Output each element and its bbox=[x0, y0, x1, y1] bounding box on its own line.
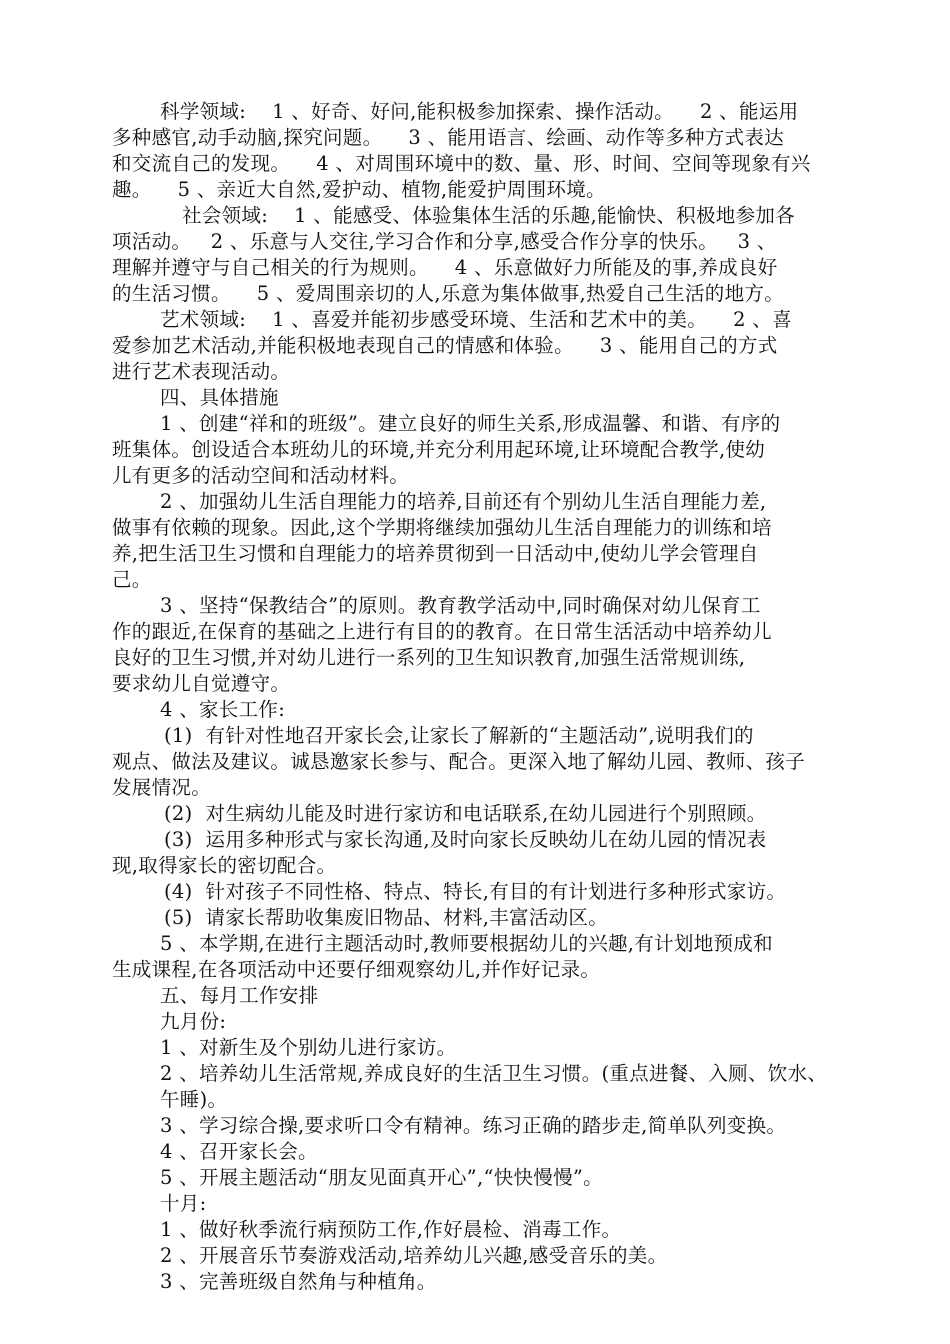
text-line: (3) 运用多种形式与家长沟通,及时向家长反映幼儿在幼儿园的情况表 bbox=[164, 828, 767, 851]
text-line: 5 、开展主题活动“朋友见面真开心”,“快快慢慢”。 bbox=[160, 1166, 603, 1189]
text-line: 要求幼儿自觉遵守。 bbox=[112, 672, 291, 695]
text-line: 4 、召开家长会。 bbox=[160, 1140, 318, 1163]
text-line: 十月: bbox=[160, 1192, 207, 1215]
text-line: 多种感官,动手动脑,探究问题。 3 、能用语言、绘画、动作等多种方式表达 bbox=[112, 126, 784, 149]
text-line: 午睡)。 bbox=[160, 1088, 228, 1111]
text-line: 1 、创建“祥和的班级”。建立良好的师生关系,形成温馨、和谐、有序的 bbox=[160, 412, 781, 435]
section-heading: 五、每月工作安排 bbox=[160, 984, 319, 1007]
text-line: 3 、完善班级自然角与种植角。 bbox=[160, 1270, 437, 1293]
text-line: 做事有依赖的现象。因此,这个学期将继续加强幼儿生活自理能力的训练和培 bbox=[112, 516, 772, 539]
text-line: 生成课程,在各项活动中还要仔细观察幼儿,并作好记录。 bbox=[112, 958, 601, 981]
text-line: 的生活习惯。 5 、爱周围亲切的人,乐意为集体做事,热爱自己生活的地方。 bbox=[112, 282, 784, 305]
text-line: 5 、本学期,在进行主题活动时,教师要根据幼儿的兴趣,有计划地预成和 bbox=[160, 932, 773, 955]
text-line: 项活动。 2 、乐意与人交往,学习合作和分享,感受合作分享的快乐。 3 、 bbox=[112, 230, 777, 253]
text-line: 2 、开展音乐节奏游戏活动,培养幼儿兴趣,感受音乐的美。 bbox=[160, 1244, 668, 1267]
text-line: 1 、对新生及个别幼儿进行家访。 bbox=[160, 1036, 457, 1059]
text-line: 班集体。创设适合本班幼儿的环境,并充分利用起环境,让环境配合教学,使幼 bbox=[112, 438, 766, 461]
text-line: 进行艺术表现活动。 bbox=[112, 360, 291, 383]
text-line: 和交流自己的发现。 4 、对周围环境中的数、量、形、时间、空间等现象有兴 bbox=[112, 152, 811, 175]
text-line: 1 、做好秋季流行病预防工作,作好晨检、消毒工作。 bbox=[160, 1218, 622, 1241]
text-line: 作的跟近,在保育的基础之上进行有目的的教育。在日常生活活动中培养幼儿 bbox=[112, 620, 772, 643]
text-line: 九月份: bbox=[160, 1010, 227, 1033]
text-line: 2 、加强幼儿生活自理能力的培养,目前还有个别幼儿生活自理能力差, bbox=[160, 490, 767, 513]
text-line: (1) 有针对性地召开家长会,让家长了解新的“主题活动”,说明我们的 bbox=[164, 724, 754, 747]
text-line: 儿有更多的活动空间和活动材料。 bbox=[112, 464, 410, 487]
text-line: (5) 请家长帮助收集废旧物品、材料,丰富活动区。 bbox=[164, 906, 609, 929]
text-line: 现,取得家长的密切配合。 bbox=[112, 854, 337, 877]
text-line: 理解并遵守与自己相关的行为规则。 4 、乐意做好力所能及的事,养成良好 bbox=[112, 256, 778, 279]
text-line: 良好的卫生习惯,并对幼儿进行一系列的卫生知识教育,加强生活常规训练, bbox=[112, 646, 746, 669]
text-line: 3 、学习综合操,要求听口令有精神。练习正确的踏步走,简单队列变换。 bbox=[160, 1114, 787, 1137]
text-line: (2) 对生病幼儿能及时进行家访和电话联系,在幼儿园进行个别照顾。 bbox=[164, 802, 767, 825]
text-line: (4) 针对孩子不同性格、特点、特长,有目的有计划进行多种形式家访。 bbox=[164, 880, 787, 903]
text-line: 艺术领域: 1 、喜爱并能初步感受环境、生活和艺术中的美。 2 、喜 bbox=[160, 308, 792, 331]
text-line: 社会领域: 1 、能感受、体验集体生活的乐趣,能愉快、积极地参加各 bbox=[182, 204, 795, 227]
text-line: 观点、做法及建议。诚恳邀家长参与、配合。更深入地了解幼儿园、教师、孩子 bbox=[112, 750, 806, 773]
text-line: 4 、家长工作: bbox=[160, 698, 286, 721]
text-line: 发展情况。 bbox=[112, 776, 212, 799]
section-heading: 四、具体措施 bbox=[160, 386, 279, 409]
text-line: 科学领域: 1 、好奇、好问,能积极参加探索、操作活动。 2 、能运用 bbox=[160, 100, 799, 123]
text-line: 2 、培养幼儿生活常规,养成良好的生活卫生习惯。(重点进餐、入厕、饮水、 bbox=[160, 1062, 828, 1085]
text-line: 己。 bbox=[112, 568, 152, 591]
text-line: 趣。 5 、亲近大自然,爱护动、植物,能爱护周围环境。 bbox=[112, 178, 606, 201]
text-line: 3 、坚持“保教结合”的原则。教育教学活动中,同时确保对幼儿保育工 bbox=[160, 594, 761, 617]
text-line: 养,把生活卫生习惯和自理能力的培养贯彻到一日活动中,使幼儿学会管理自 bbox=[112, 542, 759, 565]
text-line: 爱参加艺术活动,并能积极地表现自己的情感和体验。 3 、能用自己的方式 bbox=[112, 334, 778, 357]
